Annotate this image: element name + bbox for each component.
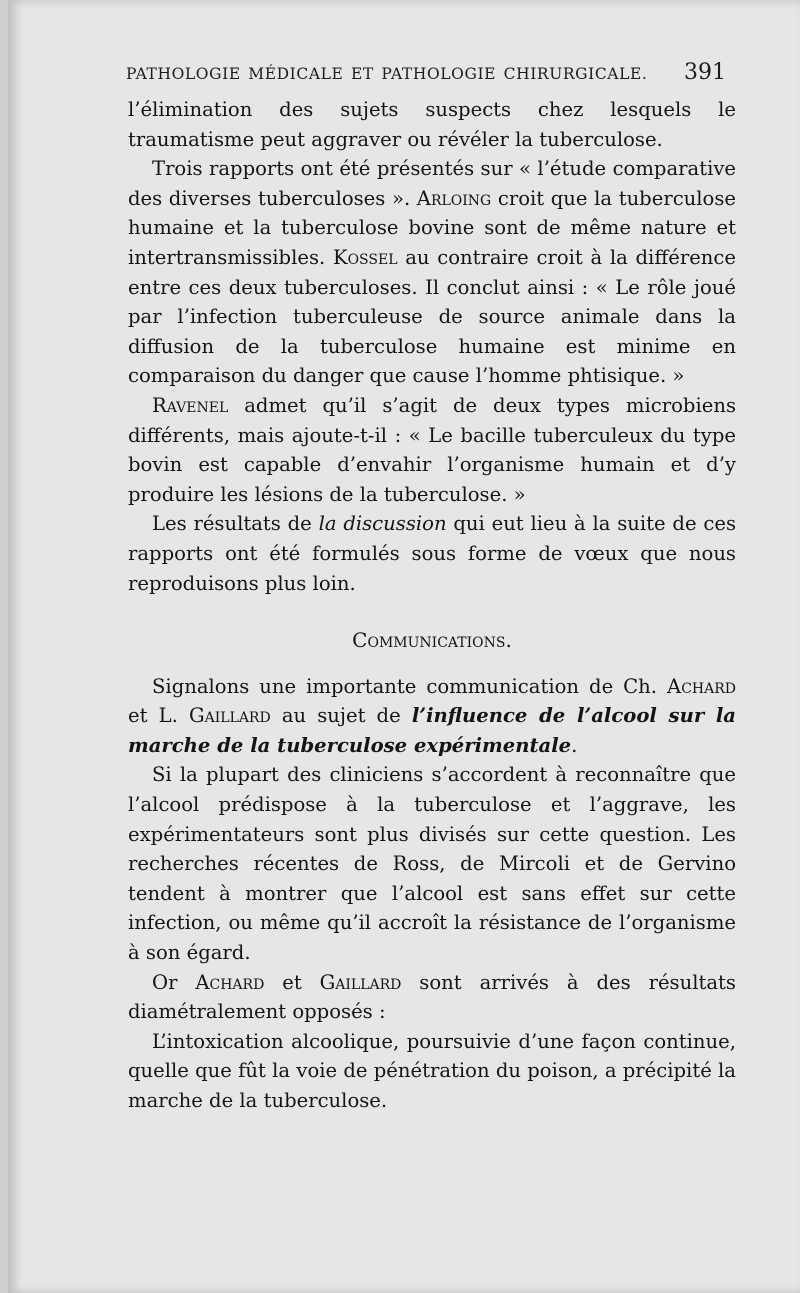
text-segment: admet qu’il s’agit de deux types microbiens différents, mais ajoute-t-il : « Le bacille tuberculeux du type bovin est capable d’envahir l’organisme humain et d’y produire les lésions de la tuberculose. » xyxy=(128,393,736,506)
text-segment: croit que la tuberculose humaine et la tuberculose bovine sont de même nature et intertransmissibles. xyxy=(128,186,736,269)
paragraph-text: L’intoxication alcoolique, poursuivie d’une façon continue, quelle que fût la voie de pénétration du poison, a précipité la marche de la tuberculose. xyxy=(128,1029,736,1112)
text-segment: au sujet de xyxy=(270,704,412,728)
communication-title: l’influence de l’alcool sur la marche de la tuberculose expérimentale xyxy=(128,704,736,757)
text-segment: Or xyxy=(152,970,196,994)
author-name: Achard xyxy=(667,674,736,698)
book-page xyxy=(8,0,800,1293)
author-name: Ravenel xyxy=(152,393,229,417)
text-segment: sont arrivés à des résultats diamétralement opposés : xyxy=(128,970,736,1024)
text-segment: Trois rapports ont été présentés sur « l’étude comparative des diverses tuberculoses ». xyxy=(128,157,736,210)
text-segment: qui eut lieu à la suite de ces rapports ont été formulés sous forme de vœux que nous reproduisons plus loin. xyxy=(128,512,736,595)
text-segment: au contraire croit à la différence entre ces deux tuberculoses. Il conclut ainsi : « Le rôle joué par l’infection tuberculeuse de source animale dans la diffusion de la tuberculose humaine est minime en comparaison du danger que cause l’homme phtisique. » xyxy=(128,245,736,388)
section-heading: Communications. xyxy=(352,628,512,653)
paragraph-text: l’élimination des sujets suspects chez lesquels le traumatisme peut aggraver ou révéler la tuberculose. xyxy=(128,98,736,151)
text-segment: Les résultats de xyxy=(152,512,319,536)
page-header xyxy=(126,60,726,85)
text-segment: . xyxy=(571,733,578,757)
author-name: Arloing xyxy=(416,186,492,210)
paragraph-ravenel xyxy=(128,391,736,509)
paragraph-discussion xyxy=(128,509,736,598)
paragraph-text: Si la plupart des cliniciens s’accordent à reconnaître que l’alcool prédispose à la tuberculose et l’aggrave, les expérimentateurs sont plus divisés sur cette question. Les recherches récentes de Ross, de Mircoli et de Gervino tendent à montrer que l’alcool est sans effet sur cette infection, ou même qu’il accroît la résistance de l’organisme à son égard. xyxy=(128,763,736,965)
paragraph-rapports xyxy=(128,154,736,391)
author-name: Gaillard xyxy=(319,970,402,994)
emphasis: la discussion xyxy=(318,512,447,536)
body-text xyxy=(128,95,736,1116)
page-number: 391 xyxy=(684,60,726,85)
running-title: PATHOLOGIE MÉDICALE ET PATHOLOGIE CHIRURGICALE. xyxy=(126,65,648,83)
paragraph-continuation xyxy=(128,95,736,154)
paragraph-intoxication xyxy=(128,1027,736,1116)
paragraph-cliniciens xyxy=(128,760,736,967)
author-name: Kossel xyxy=(332,245,398,269)
text-segment: et xyxy=(264,970,320,994)
paragraph-resultats xyxy=(128,968,736,1027)
text-segment: et L. xyxy=(128,704,189,728)
author-name: Gaillard xyxy=(188,704,271,728)
paragraph-communication xyxy=(128,672,736,761)
author-name: Achard xyxy=(195,970,265,994)
text-segment: Signalons une importante communication de Ch. xyxy=(152,674,668,698)
